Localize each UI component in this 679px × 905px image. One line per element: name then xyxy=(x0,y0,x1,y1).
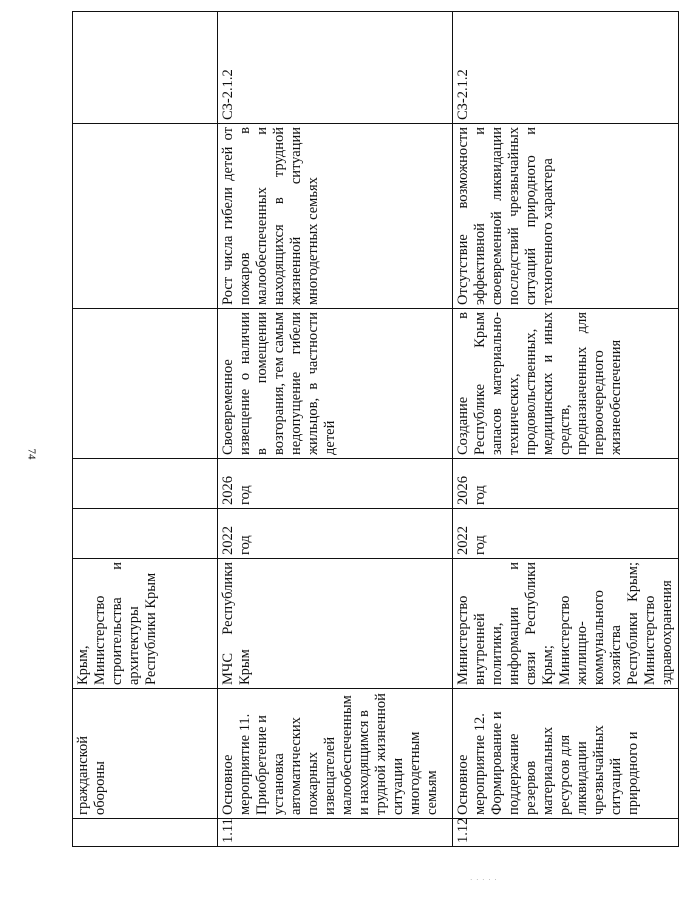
cell-executor: МЧС Республики Крым xyxy=(218,559,453,689)
cell-executor: Крым, Министерство строительства и архитектуры Республики Крым xyxy=(73,559,218,689)
cell-link xyxy=(73,12,218,124)
cell-id xyxy=(73,819,218,847)
cell-start xyxy=(73,509,218,559)
cell-name: Основное мероприятие 11. Приобретение и установка автоматических пожарных извещателей малообеспеченным и находящимся в трудной жизненной ситуации многодетным семьям xyxy=(218,689,453,819)
cell-start: 2022 год xyxy=(453,509,679,559)
cell-start: 2022 год xyxy=(218,509,453,559)
cell-id: 1.12 xyxy=(453,819,679,847)
cell-link: СЗ-2.1.2 xyxy=(453,12,679,124)
rotated-table-wrapper xyxy=(72,12,675,847)
cell-executor: Министерство внутренней политики, информации и связи Республики Крым; Министерство жилищно-коммунального хозяйства Республики Крым; Министерство здравоохранения xyxy=(453,559,679,689)
cell-result: Создание в Республике Крым запасов материально-технических, продовольственных, медицинских и иных средств, предназначенных для первоочередного жизнеобеспечения xyxy=(453,309,679,459)
cell-end xyxy=(73,459,218,509)
cell-result xyxy=(73,309,218,459)
cell-consequences xyxy=(73,124,218,309)
cell-end: 2026 год xyxy=(218,459,453,509)
table-row xyxy=(218,12,453,847)
page-number: 74 xyxy=(25,448,38,460)
table-row-continued xyxy=(73,12,218,847)
measures-table xyxy=(72,11,679,847)
cell-id: 1.11 xyxy=(218,819,453,847)
cell-name: Основное мероприятие 12. Формирование и поддержание резервов материальных ресурсов для ликвидации чрезвычайных ситуаций природного и xyxy=(453,689,679,819)
cell-link: СЗ-2.1.2 xyxy=(218,12,453,124)
table-row xyxy=(453,12,679,847)
cell-consequences: Рост числа гибели детей от пожаров в малообеспеченных и находящихся в трудной жизненной ситуации многодетных семьях xyxy=(218,124,453,309)
cell-end: 2026 год xyxy=(453,459,679,509)
cell-consequences: Отсутствие возможности эффективной и своевременной ликвидации последствий чрезвычайных ситуаций природного и техногенного характера xyxy=(453,124,679,309)
scan-mark: · · · · · xyxy=(470,876,498,884)
cell-name: гражданской обороны xyxy=(73,689,218,819)
cell-result: Своевременное извещение о наличии в помещении возгорания, тем самым недопущение гибели жильцов, в частности детей xyxy=(218,309,453,459)
